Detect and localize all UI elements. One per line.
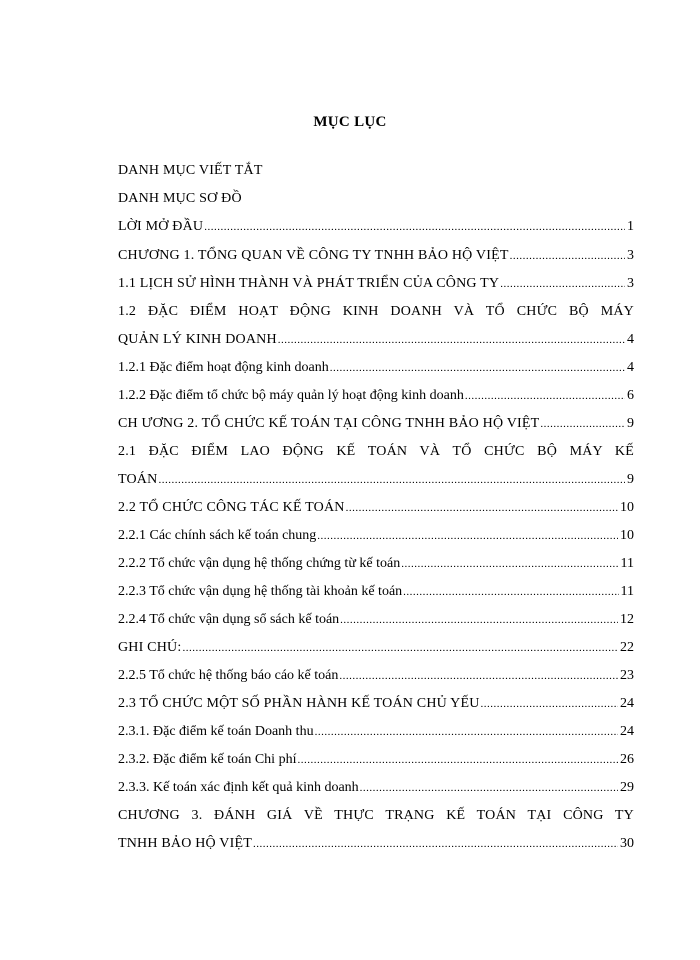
toc-entry-2-2[interactable] [118, 499, 634, 517]
toc-page-number: 4 [627, 332, 634, 347]
toc-page-number: 4 [627, 360, 634, 375]
toc-entry-notes[interactable] [118, 639, 634, 657]
toc-entry-text: GHI CHÚ: [118, 640, 182, 655]
toc-entry-text: 1.1 LỊCH SỬ HÌNH THÀNH VÀ PHÁT TRIỂN CỦA CÔNG TY [118, 276, 500, 291]
toc-entry-2-2-2[interactable] [118, 555, 634, 573]
toc-entry-chapter-2[interactable] [118, 415, 634, 433]
toc-page-number: 11 [620, 584, 634, 599]
toc-entry-abbreviations[interactable] [118, 162, 634, 180]
toc-entry-2-2-3[interactable] [118, 583, 634, 601]
toc-entry-text-line1: 1.2 ĐẶC ĐIỂM HOẠT ĐỘNG KINH DOANH VÀ TỔ CHỨC BỘ MÁY [118, 304, 634, 319]
toc-entry-1-2-2[interactable] [118, 387, 634, 405]
toc-page-number: 11 [620, 556, 634, 571]
toc-entry-text: LỜI MỞ ĐẦU [118, 219, 204, 234]
toc-entry-2-3-2[interactable] [118, 751, 634, 769]
toc-entry-text-line2: QUẢN LÝ KINH DOANH [118, 332, 277, 347]
toc-entry-text: 1.2.1 Đặc điểm hoạt động kinh doanh [118, 360, 329, 375]
toc-entry-introduction[interactable] [118, 218, 634, 236]
toc-entry-diagrams[interactable] [118, 190, 634, 208]
toc-entry-text: CHƯƠNG 1. TỔNG QUAN VỀ CÔNG TY TNHH BẢO HỘ VIỆT [118, 248, 509, 263]
toc-entry-2-1[interactable] [118, 443, 634, 489]
dot-leader [253, 835, 618, 853]
dot-leader [540, 415, 625, 433]
toc-entry-2-2-1[interactable] [118, 527, 634, 545]
dot-leader [317, 527, 618, 545]
toc-entry-text: 2.2.2 Tổ chức vận dụng hệ thống chứng từ kế toán [118, 556, 401, 571]
dot-leader [315, 723, 618, 741]
toc-page-number: 30 [620, 836, 634, 851]
toc-page-number: 1 [627, 219, 634, 234]
toc-entry-text: 1.2.2 Đặc điểm tổ chức bộ máy quản lý hoạt động kinh doanh [118, 388, 464, 403]
toc-page-number: 9 [627, 472, 634, 487]
toc-page-number: 6 [627, 388, 634, 403]
dot-leader [510, 247, 625, 265]
toc-entry-2-3[interactable] [118, 695, 634, 713]
toc-entry-chapter-3[interactable] [118, 807, 634, 853]
toc-entry-1-1[interactable] [118, 275, 634, 293]
toc-entry-1-2[interactable] [118, 303, 634, 349]
toc-entry-chapter-1[interactable] [118, 247, 634, 265]
dot-leader [339, 667, 618, 685]
toc-entry-text: 2.3.1. Đặc điểm kế toán Doanh thu [118, 724, 314, 739]
dot-leader [346, 499, 618, 517]
dot-leader [158, 471, 625, 489]
toc-page-number: 10 [620, 528, 634, 543]
toc-entry-text: 2.2.3 Tổ chức vận dụng hệ thống tài khoản kế toán [118, 584, 403, 599]
page-title: MỤC LỤC [313, 114, 387, 130]
toc-page-number: 23 [620, 668, 634, 683]
toc-page-number: 24 [620, 724, 634, 739]
toc-page-number: 3 [627, 276, 634, 291]
toc-page-number: 3 [627, 248, 634, 263]
toc-page-number: 24 [620, 696, 634, 711]
toc-entry-1-2-1[interactable] [118, 359, 634, 377]
toc-entry-text: 2.3 TỔ CHỨC MỘT SỐ PHẦN HÀNH KẾ TOÁN CHỦ YẾU [118, 696, 480, 711]
dot-leader [278, 331, 625, 349]
dot-leader [204, 218, 625, 236]
dot-leader [360, 779, 618, 797]
dot-leader [500, 275, 625, 293]
toc-entry-text: 2.2.5 Tổ chức hệ thống báo cáo kế toán [118, 668, 339, 683]
toc-entry-2-2-4[interactable] [118, 611, 634, 629]
toc-entry-text: 2.2 TỔ CHỨC CÔNG TÁC KẾ TOÁN [118, 500, 345, 515]
toc-page-number: 10 [620, 500, 634, 515]
dot-leader [297, 751, 618, 769]
dot-leader [330, 359, 625, 377]
toc-entry-2-3-1[interactable] [118, 723, 634, 741]
toc-entry-text-line1: 2.1 ĐẶC ĐIỂM LAO ĐỘNG KẾ TOÁN VÀ TỔ CHỨC BỘ MÁY KẾ [118, 444, 634, 459]
toc-entry-text-line2: TNHH BẢO HỘ VIỆT [118, 836, 252, 851]
toc-page-number: 22 [620, 640, 634, 655]
toc-entry-text: DANH MỤC SƠ ĐỒ [118, 191, 242, 206]
toc-page-number: 26 [620, 752, 634, 767]
toc-entry-text: CH ƯƠNG 2. TỔ CHỨC KẾ TOÁN TẠI CÔNG TNHH BẢO HỘ VIỆT [118, 416, 540, 431]
toc-entry-text: DANH MỤC VIẾT TẮT [118, 163, 263, 178]
dot-leader [403, 583, 618, 601]
dot-leader [182, 639, 618, 657]
toc-page-number: 9 [627, 416, 634, 431]
dot-leader [401, 555, 618, 573]
dot-leader [465, 387, 625, 405]
toc-entry-text: 2.2.1 Các chính sách kế toán chung [118, 528, 317, 543]
toc-entry-text-line2: TOÁN [118, 472, 158, 487]
dot-leader [340, 611, 618, 629]
toc-entry-2-2-5[interactable] [118, 667, 634, 685]
toc-entry-text: 2.2.4 Tổ chức vận dụng sổ sách kế toán [118, 612, 340, 627]
toc-page-number: 29 [620, 780, 634, 795]
toc-entry-text: 2.3.2. Đặc điểm kế toán Chi phí [118, 752, 297, 767]
toc-entry-text: 2.3.3. Kế toán xác định kết quả kinh doanh [118, 780, 359, 795]
toc-page-number: 12 [620, 612, 634, 627]
toc-entry-2-3-3[interactable] [118, 779, 634, 797]
toc-entry-text-line1: CHƯƠNG 3. ĐÁNH GIÁ VỀ THỰC TRẠNG KẾ TOÁN TẠI CÔNG TY [118, 808, 634, 823]
dot-leader [481, 695, 618, 713]
